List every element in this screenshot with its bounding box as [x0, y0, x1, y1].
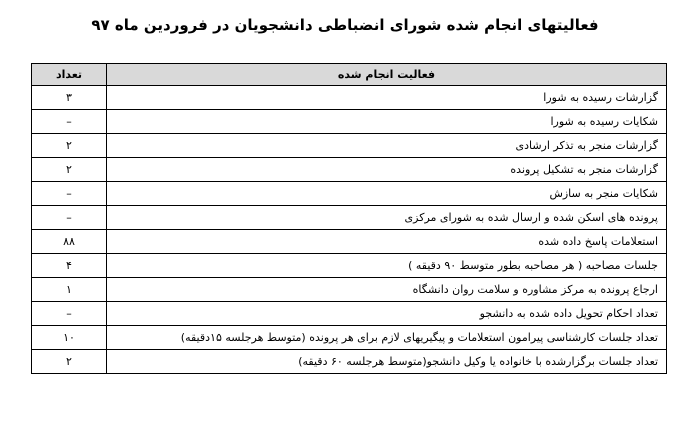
activity-cell: تعداد جلسات برگزارشده با خانواده یا وکیل دانشجو(متوسط هرجلسه ۶۰ دقیقه) — [107, 350, 667, 374]
activity-cell: استعلامات پاسخ داده شده — [107, 230, 667, 254]
table-row — [32, 158, 667, 182]
table-row — [32, 206, 667, 230]
header-activity: فعالیت انجام شده — [107, 64, 667, 86]
activity-cell: تعداد جلسات کارشناسی پیرامون استعلامات و پیگیریهای لازم برای هر پرونده (متوسط هرجلسه ۱۵دقیقه) — [107, 326, 667, 350]
count-cell: – — [32, 302, 107, 326]
table-row — [32, 86, 667, 110]
count-cell: ۸۸ — [32, 230, 107, 254]
activity-cell: شکایات منجر به سازش — [107, 182, 667, 206]
count-cell: ۲ — [32, 350, 107, 374]
header-count: تعداد — [32, 64, 107, 86]
table-row — [32, 278, 667, 302]
table-row — [32, 254, 667, 278]
page-title: فعالیتهای انجام شده شورای انضباطی دانشجویان در فروردین ماه ۹۷ — [91, 16, 599, 34]
count-cell: ۲ — [32, 158, 107, 182]
table-row — [32, 230, 667, 254]
count-cell: ۱ — [32, 278, 107, 302]
activity-cell: گزارشات منجر به تشکیل پرونده — [107, 158, 667, 182]
activity-cell: شکایات رسیده به شورا — [107, 110, 667, 134]
activity-cell: پرونده های اسکن شده و ارسال شده به شورای مرکزی — [107, 206, 667, 230]
activities-table — [31, 63, 667, 374]
count-cell: – — [32, 182, 107, 206]
activity-cell: گزارشات رسیده به شورا — [107, 86, 667, 110]
activity-cell: تعداد احکام تحویل داده شده به دانشجو — [107, 302, 667, 326]
count-cell: – — [32, 206, 107, 230]
count-cell: ۳ — [32, 86, 107, 110]
count-cell: ۴ — [32, 254, 107, 278]
count-cell: ۱۰ — [32, 326, 107, 350]
table-row — [32, 326, 667, 350]
table-row — [32, 302, 667, 326]
activity-cell: ارجاع پرونده به مرکز مشاوره و سلامت روان دانشگاه — [107, 278, 667, 302]
table-row — [32, 110, 667, 134]
table-row — [32, 134, 667, 158]
table-row — [32, 182, 667, 206]
activity-cell: جلسات مصاحبه ( هر مصاحبه بطور متوسط ۹۰ دقیقه ) — [107, 254, 667, 278]
activity-cell: گزارشات منجر به تذکر ارشادی — [107, 134, 667, 158]
count-cell: – — [32, 110, 107, 134]
count-cell: ۲ — [32, 134, 107, 158]
table-row — [32, 350, 667, 374]
table-header-row — [32, 64, 667, 86]
